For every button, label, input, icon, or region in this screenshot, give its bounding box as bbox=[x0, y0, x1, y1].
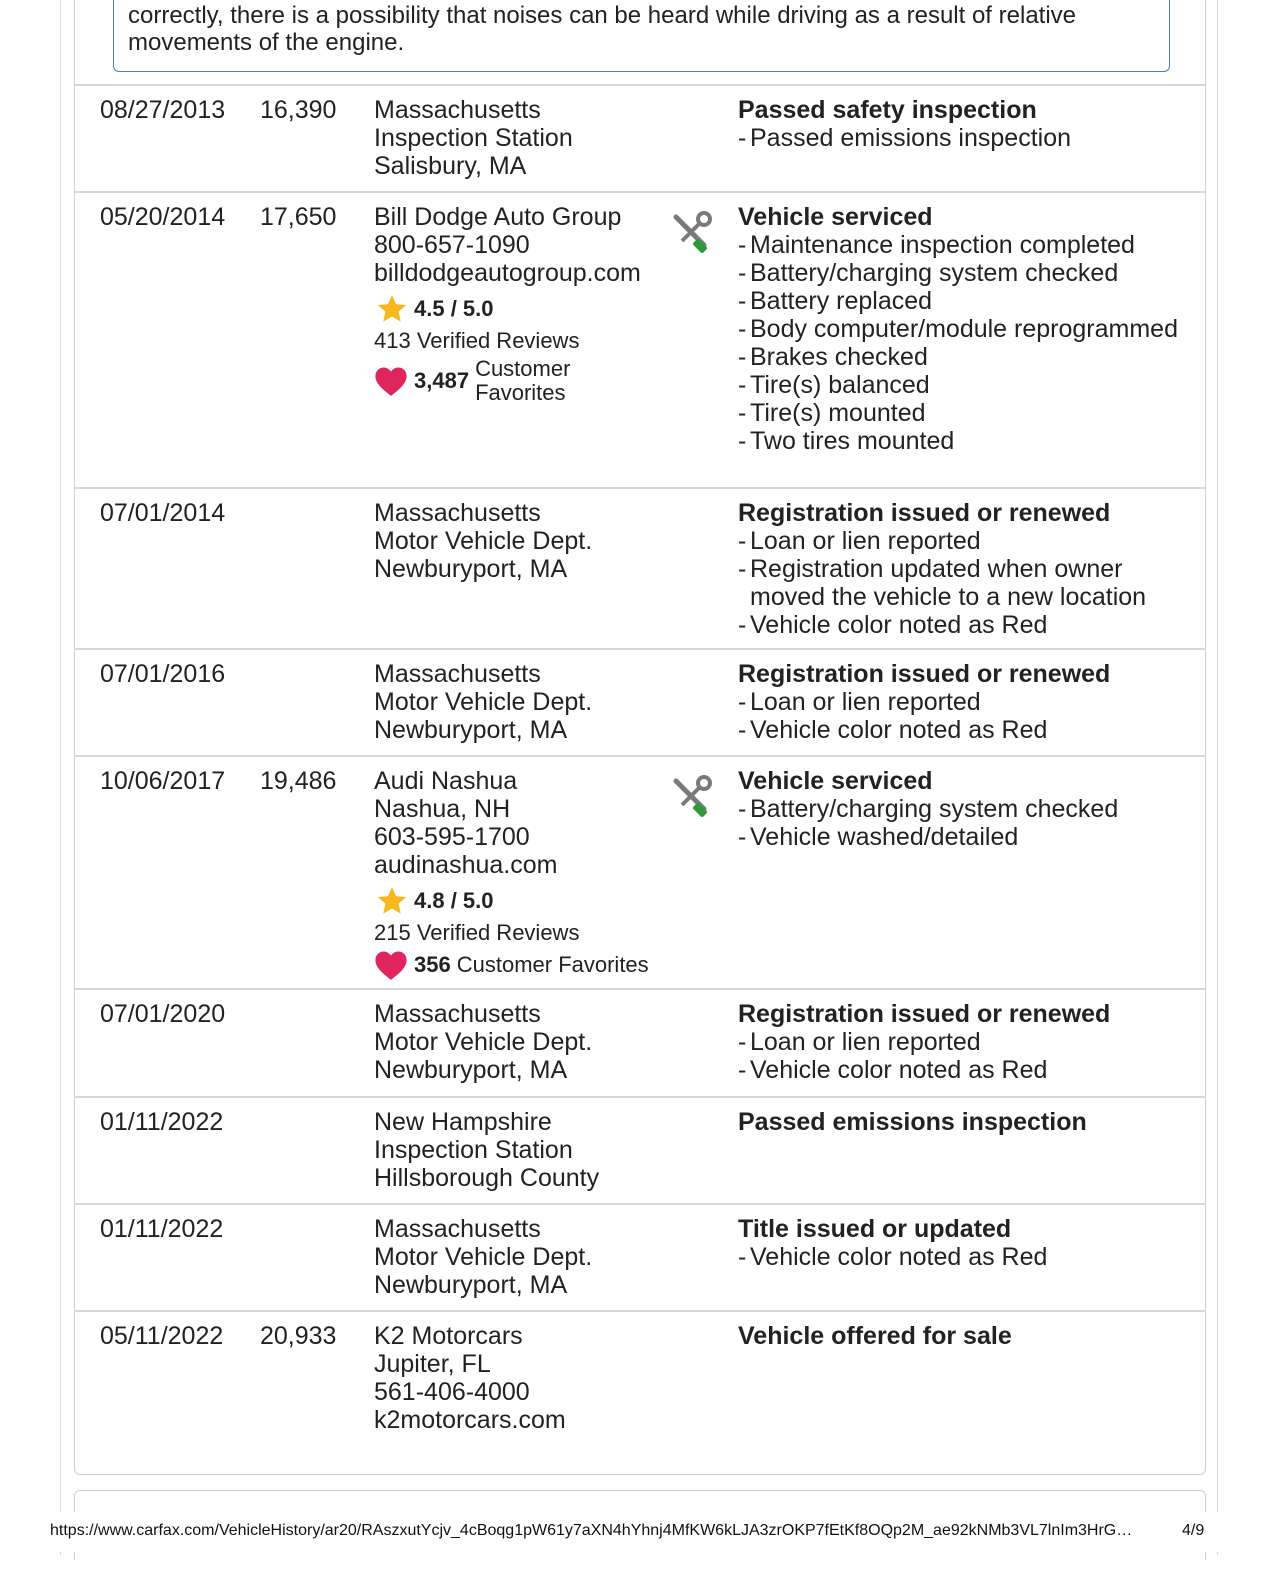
record-source bbox=[374, 96, 573, 180]
bullet-dash: - bbox=[738, 688, 747, 716]
comment-title: Vehicle offered for sale bbox=[738, 1322, 1012, 1350]
comment-text: Vehicle color noted as Red bbox=[750, 611, 1048, 639]
source-line: Newburyport, MA bbox=[374, 555, 568, 583]
comment-item bbox=[738, 399, 1178, 427]
comment-text: Tire(s) balanced bbox=[750, 371, 930, 399]
comment-title: Passed emissions inspection bbox=[738, 1108, 1087, 1136]
star-icon bbox=[376, 885, 408, 917]
customer-favorites bbox=[374, 357, 641, 405]
comment-text: Loan or lien reported bbox=[750, 527, 981, 555]
comment-text: Body computer/module reprogrammed bbox=[750, 315, 1178, 343]
comment-item bbox=[738, 1243, 1178, 1271]
source-line: Hillsborough County bbox=[374, 1164, 600, 1192]
comment-item bbox=[738, 688, 1178, 716]
print-footer bbox=[0, 1512, 1275, 1552]
record-date: 08/27/2013 bbox=[100, 96, 226, 124]
dealer-rating bbox=[374, 293, 641, 325]
comment-text: Vehicle washed/detailed bbox=[750, 823, 1019, 851]
record-source bbox=[374, 1322, 566, 1434]
comment-text: Maintenance inspection completed bbox=[750, 231, 1135, 259]
source-line: Motor Vehicle Dept. bbox=[374, 1243, 593, 1271]
verified-reviews-link[interactable]: 413 Verified Reviews bbox=[374, 328, 580, 353]
bullet-dash: - bbox=[738, 795, 747, 823]
history-record-row bbox=[74, 84, 1206, 191]
comment-item bbox=[738, 287, 1178, 315]
record-source bbox=[374, 1108, 599, 1192]
verified-reviews-link[interactable]: 215 Verified Reviews bbox=[374, 920, 580, 945]
source-line: audinashua.com bbox=[374, 851, 558, 879]
record-comments bbox=[738, 203, 1178, 455]
bullet-dash: - bbox=[738, 315, 747, 343]
source-line: Newburyport, MA bbox=[374, 716, 568, 744]
source-line: billdodgeautogroup.com bbox=[374, 259, 641, 287]
note-line: correctly, there is a possibility that noises can be heard while driving as a result of relative bbox=[128, 2, 1077, 29]
record-comments bbox=[738, 499, 1178, 639]
comment-item bbox=[738, 1056, 1178, 1084]
record-source bbox=[374, 499, 592, 583]
favorites-label-line: Customer Favorites bbox=[456, 952, 649, 977]
history-record-row bbox=[74, 1096, 1206, 1203]
record-date: 05/20/2014 bbox=[100, 203, 226, 231]
record-date: 10/06/2017 bbox=[100, 767, 226, 795]
record-source bbox=[374, 203, 641, 405]
comment-text: Battery replaced bbox=[750, 287, 933, 315]
comment-text: Vehicle color noted as Red bbox=[750, 1243, 1048, 1271]
comment-item bbox=[738, 527, 1178, 555]
source-line: Salisbury, MA bbox=[374, 152, 527, 180]
record-comments bbox=[738, 1108, 1178, 1136]
bullet-dash: - bbox=[738, 371, 747, 399]
record-comments bbox=[738, 1215, 1178, 1271]
source-line: K2 Motorcars bbox=[374, 1322, 523, 1350]
record-source bbox=[374, 1215, 592, 1299]
history-record-row bbox=[74, 755, 1206, 988]
star-icon bbox=[376, 293, 408, 325]
comment-text: Loan or lien reported bbox=[750, 1028, 981, 1056]
bullet-dash: - bbox=[738, 124, 747, 152]
comment-item bbox=[738, 315, 1178, 343]
record-comments bbox=[738, 1000, 1178, 1084]
page-border-right bbox=[1217, 0, 1218, 1555]
comment-item bbox=[738, 231, 1178, 259]
comment-text: Tire(s) mounted bbox=[750, 399, 926, 427]
record-source bbox=[374, 767, 649, 981]
bullet-dash: - bbox=[738, 611, 747, 639]
history-record-row bbox=[74, 1310, 1206, 1445]
source-line: Massachusetts bbox=[374, 96, 541, 124]
source-line: 800-657-1090 bbox=[374, 231, 530, 259]
heart-icon bbox=[374, 949, 408, 981]
bullet-dash: - bbox=[738, 527, 747, 555]
favorites-label-line: Favorites bbox=[475, 380, 566, 405]
bullet-dash: - bbox=[738, 427, 747, 455]
favorites-label bbox=[457, 951, 649, 979]
heart-icon bbox=[374, 365, 408, 397]
record-date: 07/01/2014 bbox=[100, 499, 226, 527]
comment-item bbox=[738, 555, 1178, 611]
source-line: New Hampshire bbox=[374, 1108, 552, 1136]
source-line: Newburyport, MA bbox=[374, 1271, 568, 1299]
comment-item bbox=[738, 1028, 1178, 1056]
page-border-left bbox=[60, 0, 61, 1555]
comment-item bbox=[738, 611, 1178, 639]
source-line: Inspection Station bbox=[374, 124, 573, 152]
comment-text: Battery/charging system checked bbox=[750, 795, 1119, 823]
record-date: 01/11/2022 bbox=[100, 1108, 224, 1136]
favorites-count: 3,487 bbox=[414, 368, 470, 393]
history-record-row bbox=[74, 487, 1206, 648]
comment-item bbox=[738, 343, 1178, 371]
comment-text: Registration updated when owner moved the vehicle to a new location bbox=[750, 555, 1147, 611]
comment-text: Loan or lien reported bbox=[750, 688, 981, 716]
comment-text: Brakes checked bbox=[750, 343, 928, 371]
source-line: Newburyport, MA bbox=[374, 1056, 568, 1084]
favorites-count: 356 bbox=[414, 952, 451, 977]
comment-item bbox=[738, 427, 1178, 455]
record-source bbox=[374, 660, 592, 744]
source-line: Inspection Station bbox=[374, 1136, 573, 1164]
bullet-dash: - bbox=[738, 231, 747, 259]
favorites-label bbox=[475, 357, 570, 405]
record-mileage: 17,650 bbox=[260, 203, 337, 231]
comment-title: Registration issued or renewed bbox=[738, 660, 1111, 688]
note-line: movements of the engine. bbox=[128, 29, 405, 56]
source-line: k2motorcars.com bbox=[374, 1406, 566, 1434]
service-tools-icon bbox=[670, 775, 712, 817]
comment-text: Two tires mounted bbox=[750, 427, 955, 455]
source-line: Motor Vehicle Dept. bbox=[374, 688, 593, 716]
source-line: 561-406-4000 bbox=[374, 1378, 530, 1406]
bullet-dash: - bbox=[738, 1056, 747, 1084]
record-comments bbox=[738, 660, 1178, 744]
record-mileage: 16,390 bbox=[260, 96, 337, 124]
comment-item bbox=[738, 259, 1178, 287]
record-date: 01/11/2022 bbox=[100, 1215, 224, 1243]
footer-url: https://www.carfax.com/VehicleHistory/ar20/RAszxutYcjv_4cBoqg1pW61y7aXN4hYhnj4MfKW6kLJA3zrOKP7fEtKf8OQp2M_ae92kNMb3VL7lnIm3HrG… bbox=[50, 1522, 1133, 1539]
bullet-dash: - bbox=[738, 1028, 747, 1056]
source-line: Motor Vehicle Dept. bbox=[374, 1028, 593, 1056]
rating-value: 4.8 / 5.0 bbox=[414, 888, 494, 913]
bullet-dash: - bbox=[738, 399, 747, 427]
bullet-dash: - bbox=[738, 259, 747, 287]
record-source bbox=[374, 1000, 592, 1084]
comment-title: Vehicle serviced bbox=[738, 767, 933, 795]
comment-text: Battery/charging system checked bbox=[750, 259, 1119, 287]
comment-item bbox=[738, 371, 1178, 399]
comment-title: Title issued or updated bbox=[738, 1215, 1012, 1243]
records-note bbox=[113, 0, 1170, 72]
bullet-dash: - bbox=[738, 287, 747, 315]
dealer-rating bbox=[374, 885, 649, 917]
bullet-dash: - bbox=[738, 1243, 747, 1271]
bullet-dash: - bbox=[738, 716, 747, 744]
record-mileage: 20,933 bbox=[260, 1322, 337, 1350]
source-line: Massachusetts bbox=[374, 499, 541, 527]
comment-text: Vehicle color noted as Red bbox=[750, 716, 1048, 744]
comment-text: Passed emissions inspection bbox=[750, 124, 1071, 152]
source-line: Audi Nashua bbox=[374, 767, 518, 795]
comment-item bbox=[738, 716, 1178, 744]
source-line: Massachusetts bbox=[374, 1000, 541, 1028]
record-date: 07/01/2020 bbox=[100, 1000, 226, 1028]
customer-favorites bbox=[374, 949, 649, 981]
comment-item bbox=[738, 124, 1178, 152]
source-line: Bill Dodge Auto Group bbox=[374, 203, 622, 231]
source-line: Massachusetts bbox=[374, 660, 541, 688]
comment-title: Passed safety inspection bbox=[738, 96, 1037, 124]
footer-page-number: 4/9 bbox=[1182, 1522, 1205, 1539]
history-record-row bbox=[74, 191, 1206, 487]
service-tools-icon bbox=[670, 211, 712, 253]
record-date: 07/01/2016 bbox=[100, 660, 226, 688]
comment-item bbox=[738, 795, 1178, 823]
bullet-dash: - bbox=[738, 555, 747, 583]
record-comments bbox=[738, 767, 1178, 851]
source-line: Massachusetts bbox=[374, 1215, 541, 1243]
source-line: Jupiter, FL bbox=[374, 1350, 491, 1378]
comment-text: Vehicle color noted as Red bbox=[750, 1056, 1048, 1084]
comment-title: Vehicle serviced bbox=[738, 203, 933, 231]
record-comments bbox=[738, 96, 1178, 152]
comment-title: Registration issued or renewed bbox=[738, 1000, 1111, 1028]
comment-item bbox=[738, 823, 1178, 851]
history-record-row bbox=[74, 988, 1206, 1096]
history-record-row bbox=[74, 1203, 1206, 1310]
rating-value: 4.5 / 5.0 bbox=[414, 296, 494, 321]
favorites-label-line: Customer bbox=[475, 356, 571, 381]
source-line: Motor Vehicle Dept. bbox=[374, 527, 593, 555]
source-line: Nashua, NH bbox=[374, 795, 511, 823]
record-comments bbox=[738, 1322, 1178, 1350]
bullet-dash: - bbox=[738, 343, 747, 371]
record-mileage: 19,486 bbox=[260, 767, 337, 795]
history-record-row bbox=[74, 648, 1206, 755]
comment-title: Registration issued or renewed bbox=[738, 499, 1111, 527]
record-date: 05/11/2022 bbox=[100, 1322, 224, 1350]
bullet-dash: - bbox=[738, 823, 747, 851]
source-line: 603-595-1700 bbox=[374, 823, 530, 851]
